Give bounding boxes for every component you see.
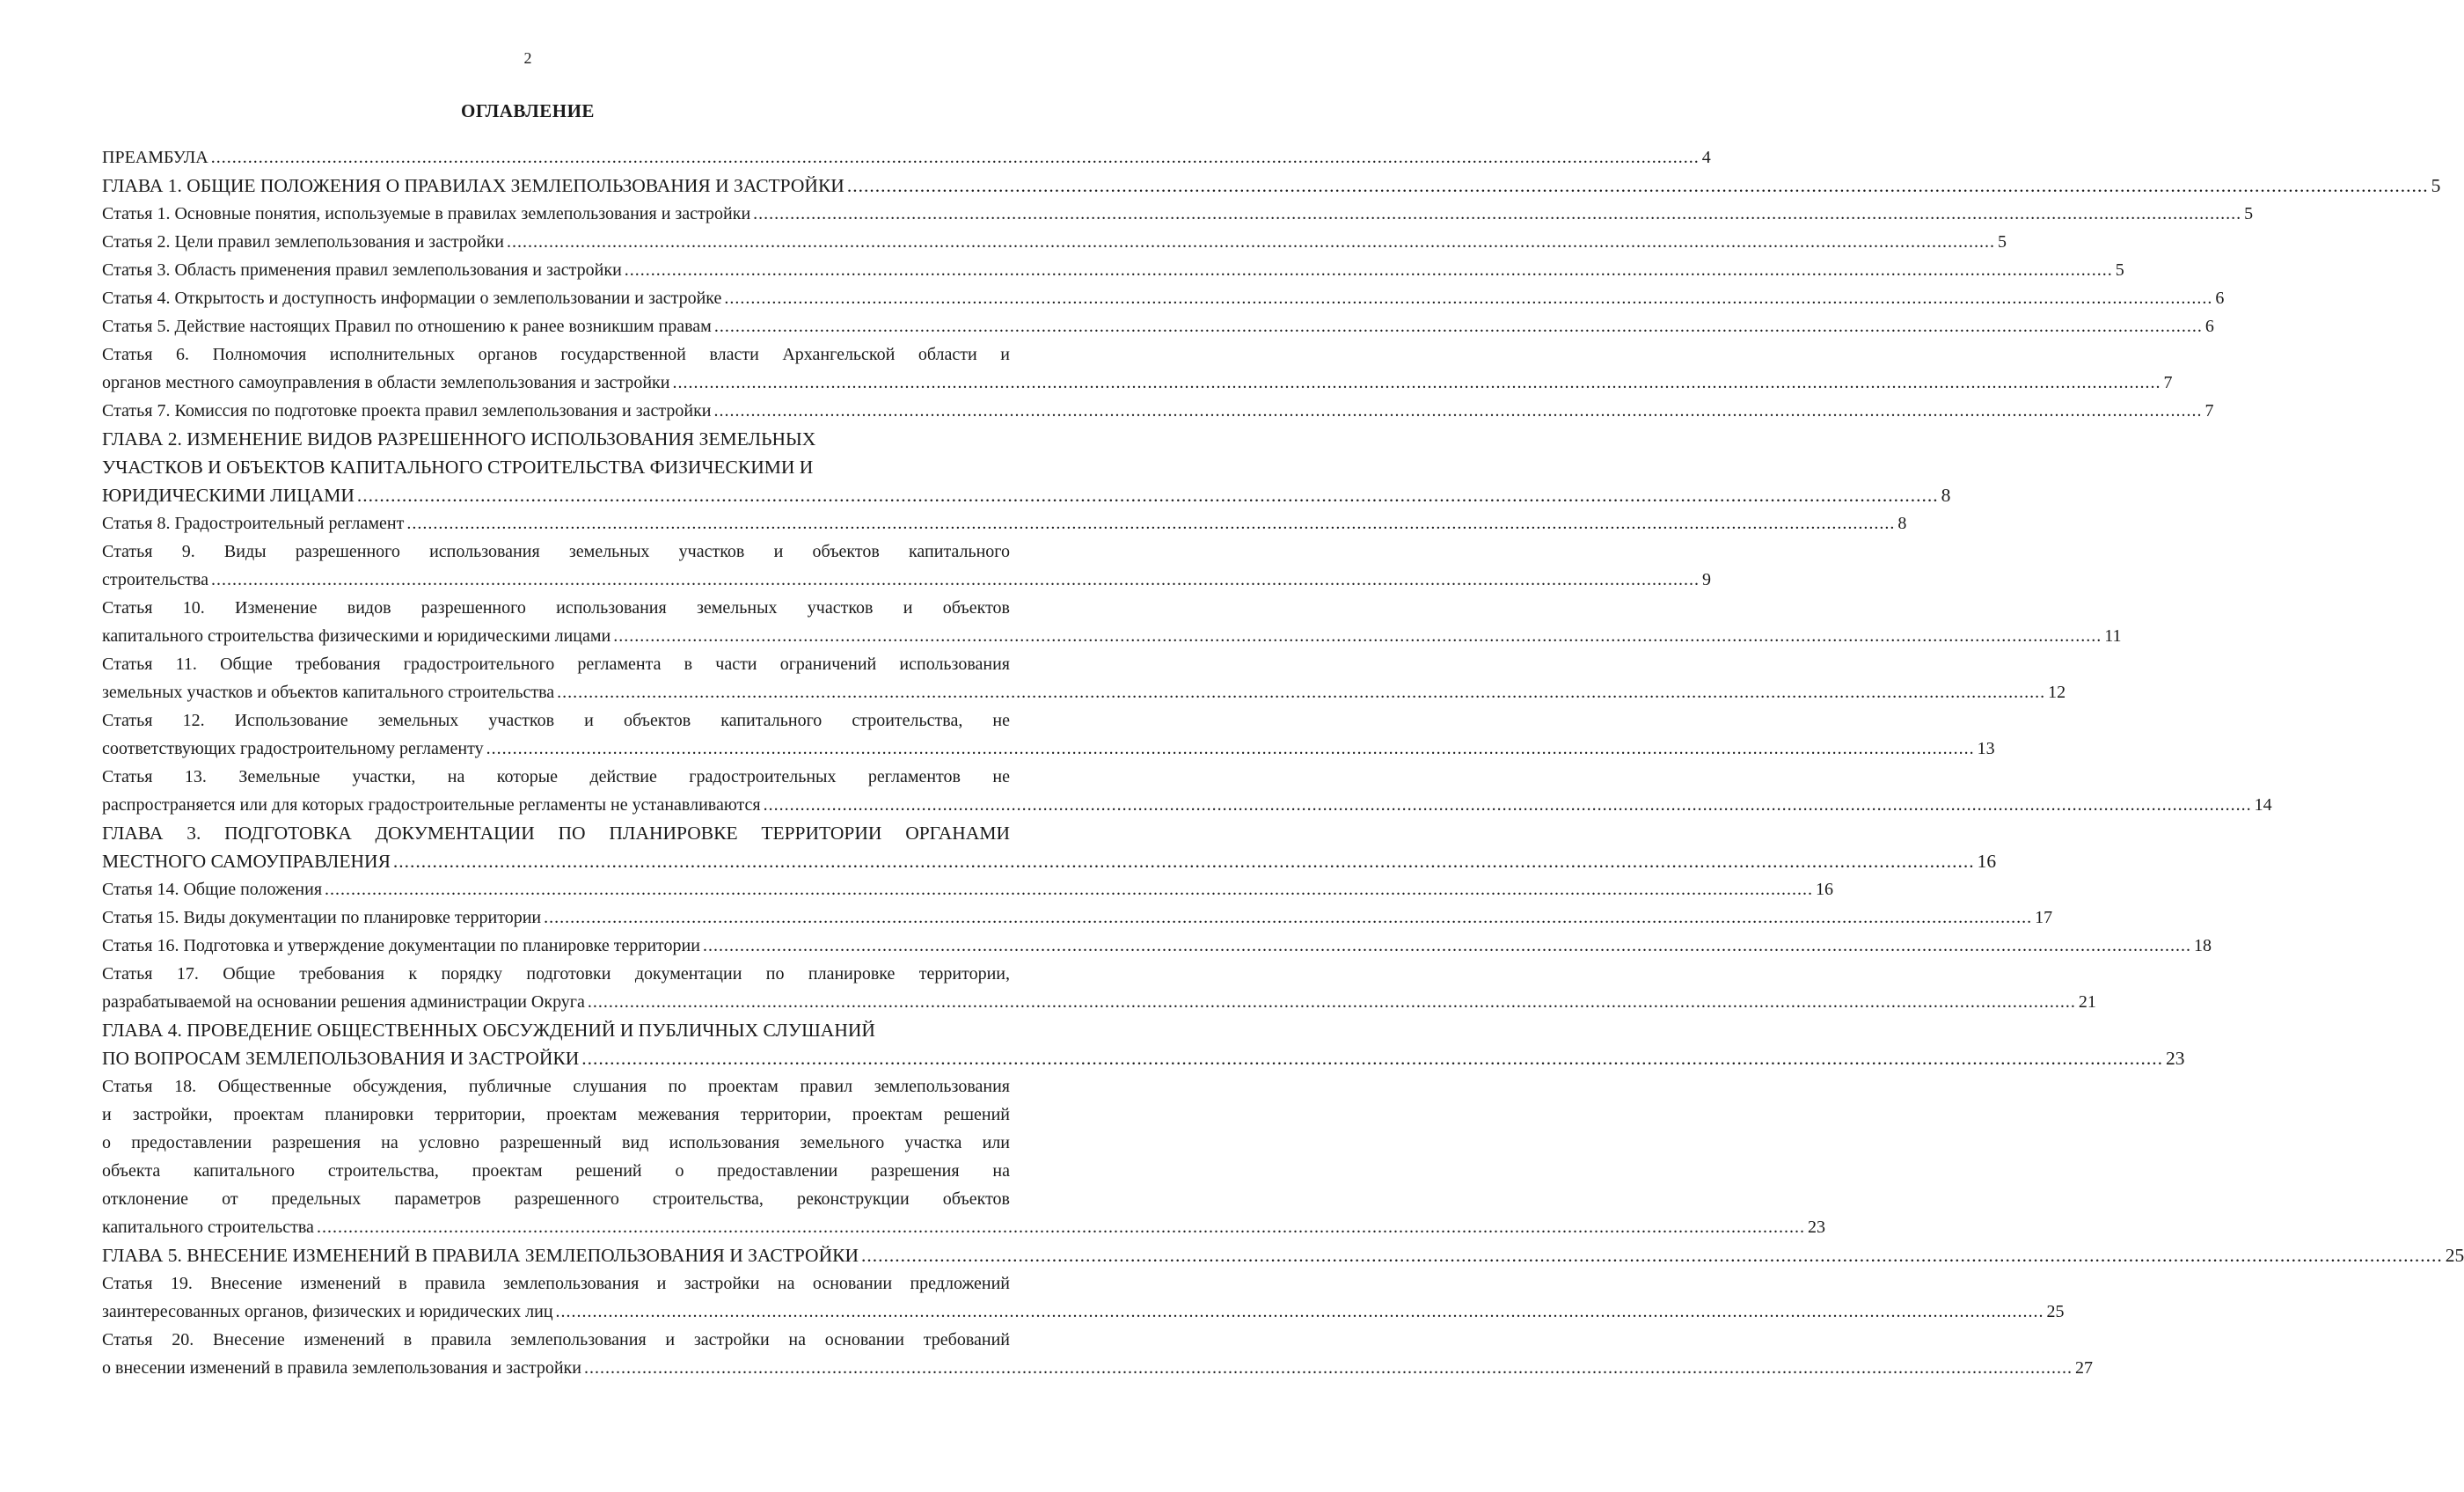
toc-page-number: 5	[2115, 260, 2124, 280]
toc-page-number: 6	[2204, 317, 2214, 336]
toc-entry-line: Статья 17. Общие требования к порядку подготовки документации по планировке территории,	[102, 964, 1010, 984]
toc-page-number: 7	[2204, 401, 2214, 421]
dot-leader	[393, 847, 1975, 875]
toc-entry-chapter[interactable]	[102, 425, 1951, 509]
dot-leader	[625, 256, 2113, 284]
toc-entry-title: Статья 16. Подготовка и утверждение документации по планировке территории	[102, 936, 700, 955]
toc-entry-article[interactable]	[102, 763, 2272, 819]
toc-entry-title: Статья 1. Основные понятия, используемые в правилах землепользования и застройки	[102, 204, 751, 223]
toc-page-number: 13	[1977, 739, 1995, 758]
toc-entry-title: органов местного самоуправления в области землепользования и застройки	[102, 373, 670, 392]
toc-entry-article[interactable]	[102, 1072, 1825, 1241]
toc-entry-title: распространяется или для которых градостроительные регламенты не устанавливаются	[102, 795, 761, 815]
toc-entry-chapter[interactable]	[102, 819, 1997, 875]
toc-entry-title: ЮРИДИЧЕСКИМИ ЛИЦАМИ	[102, 485, 355, 506]
toc-entry-article[interactable]	[102, 594, 2122, 650]
toc-entry-article[interactable]	[102, 1326, 2093, 1382]
dot-leader	[753, 200, 2241, 228]
toc-page-number: 25	[2445, 1245, 2464, 1266]
page-number: 2	[523, 49, 532, 67]
toc-entry-line: Статья 19. Внесение изменений в правила землепользования и застройки на основании предложений	[102, 1274, 1010, 1293]
toc-entry-line: УЧАСТКОВ И ОБЪЕКТОВ КАПИТАЛЬНОГО СТРОИТЕЛЬСТВА ФИЗИЧЕСКИМИ И	[102, 457, 814, 478]
dot-leader	[764, 791, 2252, 819]
toc-entry-title: Статья 2. Цели правил землепользования и застройки	[102, 232, 504, 252]
toc-title: ОГЛАВЛЕНИЕ	[461, 100, 595, 121]
toc-page-number: 8	[1897, 514, 1907, 533]
toc-page-number: 5	[1997, 232, 2007, 252]
toc-entry-title: ГЛАВА 1. ОБЩИЕ ПОЛОЖЕНИЯ О ПРАВИЛАХ ЗЕМЛЕПОЛЬЗОВАНИЯ И ЗАСТРОЙКИ	[102, 175, 844, 196]
toc-entry-article[interactable]	[102, 875, 1834, 903]
toc-entry-article[interactable]	[102, 284, 2225, 312]
toc-page-number: 16	[1816, 880, 1834, 899]
toc-page-number: 25	[2046, 1302, 2065, 1321]
toc-entry-section[interactable]	[102, 143, 1711, 172]
toc-entry-line: Статья 10. Изменение видов разрешенного использования земельных участков и объектов	[102, 598, 1010, 618]
toc-entry-title: о внесении изменений в правила землепользования и застройки	[102, 1358, 581, 1378]
dot-leader	[486, 735, 1975, 763]
toc-entry-line: ГЛАВА 3. ПОДГОТОВКА ДОКУМЕНТАЦИИ ПО ПЛАНИРОВКЕ ТЕРРИТОРИИ ОРГАНАМИ	[102, 823, 1010, 844]
toc-entry-line: Статья 9. Виды разрешенного использования земельных участков и объектов капитального	[102, 542, 1010, 561]
toc-page-number: 5	[2431, 175, 2441, 196]
toc-entry-title: Статья 15. Виды документации по планировке территории	[102, 908, 542, 927]
table-of-contents	[102, 143, 2464, 1382]
toc-entry-title: заинтересованных органов, физических и юридических лиц	[102, 1302, 553, 1321]
dot-leader	[703, 932, 2191, 960]
toc-entry-article[interactable]	[102, 312, 2214, 340]
toc-entry-chapter[interactable]	[102, 172, 2441, 200]
dot-leader	[581, 1044, 2163, 1072]
toc-entry-title: Статья 4. Открытость и доступность информации о землепользовании и застройке	[102, 289, 722, 308]
toc-entry-article[interactable]	[102, 228, 2007, 256]
toc-entry-article[interactable]	[102, 397, 2214, 425]
toc-page-number: 14	[2254, 795, 2272, 815]
toc-page-number: 9	[1701, 570, 1711, 589]
dot-leader	[714, 312, 2203, 340]
toc-page-number: 11	[2104, 626, 2122, 646]
toc-entry-title: Статья 7. Комиссия по подготовке проекта правил землепользования и застройки	[102, 401, 712, 421]
toc-entry-line: Статья 6. Полномочия исполнительных органов государственной власти Архангельской области и	[102, 345, 1010, 364]
dot-leader	[544, 903, 2032, 932]
dot-leader	[714, 397, 2203, 425]
dot-leader	[557, 678, 2045, 706]
dot-leader	[317, 1213, 1805, 1241]
toc-entry-title: Статья 14. Общие положения	[102, 880, 323, 899]
toc-entry-line: Статья 18. Общественные обсуждения, публичные слушания по проектам правил землепользования	[102, 1077, 1010, 1096]
dot-leader	[211, 143, 1700, 172]
dot-leader	[325, 875, 1813, 903]
dot-leader	[507, 228, 1995, 256]
toc-entry-chapter[interactable]	[102, 1016, 2185, 1072]
toc-entry-title: Статья 3. Область применения правил землепользования и застройки	[102, 260, 622, 280]
toc-entry-title: Статья 8. Градостроительный регламент	[102, 514, 405, 533]
dot-leader	[588, 988, 2076, 1016]
dot-leader	[847, 172, 2429, 200]
toc-entry-article[interactable]	[102, 200, 2254, 228]
dot-leader	[672, 369, 2161, 397]
toc-page-number: 5	[2244, 204, 2254, 223]
toc-page-number: 8	[1941, 485, 1951, 506]
toc-entry-line: Статья 13. Земельные участки, на которые действие градостроительных регламентов не	[102, 767, 1010, 786]
dot-leader	[584, 1354, 2073, 1382]
toc-entry-title: ПРЕАМБУЛА	[102, 148, 208, 167]
toc-page-number: 17	[2035, 908, 2053, 927]
toc-page-number: 7	[2163, 373, 2173, 392]
dot-leader	[556, 1298, 2044, 1326]
toc-entry-article[interactable]	[102, 706, 1995, 763]
dot-leader	[406, 509, 1895, 538]
dot-leader	[724, 284, 2212, 312]
toc-entry-title: ПО ВОПРОСАМ ЗЕМЛЕПОЛЬЗОВАНИЯ И ЗАСТРОЙКИ	[102, 1048, 580, 1069]
toc-entry-line: Статья 11. Общие требования градостроительного регламента в части ограничений использования	[102, 655, 1010, 674]
toc-entry-article[interactable]	[102, 538, 1711, 594]
toc-page-number: 27	[2074, 1358, 2093, 1378]
toc-entry-chapter[interactable]	[102, 1241, 2464, 1269]
toc-entry-article[interactable]	[102, 509, 1907, 538]
toc-page-number: 6	[2215, 289, 2225, 308]
toc-entry-line: Статья 20. Внесение изменений в правила землепользования и застройки на основании требований	[102, 1330, 1010, 1349]
toc-entry-title: МЕСТНОГО САМОУПРАВЛЕНИЯ	[102, 851, 391, 872]
toc-page-number: 18	[2193, 936, 2212, 955]
toc-entry-title: земельных участков и объектов капитального строительства	[102, 683, 555, 702]
toc-entry-article[interactable]	[102, 1269, 2065, 1326]
dot-leader	[357, 481, 1939, 509]
dot-leader	[211, 566, 1700, 594]
toc-page-number: 4	[1701, 148, 1711, 167]
toc-page-number: 23	[2166, 1048, 2185, 1069]
toc-page-number: 16	[1977, 851, 1997, 872]
toc-entry-line: Статья 12. Использование земельных участков и объектов капитального строительства, не	[102, 711, 1010, 730]
toc-entry-title: строительства	[102, 570, 208, 589]
toc-entry-line: о предоставлении разрешения на условно разрешенный вид использования земельного участка или	[102, 1133, 1010, 1152]
toc-entry-title: капитального строительства физическими и юридическими лицами	[102, 626, 611, 646]
toc-page-number: 21	[2078, 992, 2096, 1012]
toc-entry-article[interactable]	[102, 650, 2066, 706]
toc-entry-line: отклонение от предельных параметров разрешенного строительства, реконструкции объектов	[102, 1189, 1010, 1209]
toc-entry-line: ГЛАВА 2. ИЗМЕНЕНИЕ ВИДОВ РАЗРЕШЕННОГО ИСПОЛЬЗОВАНИЯ ЗЕМЕЛЬНЫХ	[102, 428, 816, 450]
toc-entry-article[interactable]	[102, 256, 2124, 284]
dot-leader	[613, 622, 2102, 650]
toc-entry-line: и застройки, проектам планировки территории, проектам межевания территории, проектам решений	[102, 1105, 1010, 1124]
toc-entry-article[interactable]	[102, 960, 2096, 1016]
toc-entry-title: соответствующих градостроительному регламенту	[102, 739, 484, 758]
toc-entry-title: Статья 5. Действие настоящих Правил по отношению к ранее возникшим правам	[102, 317, 712, 336]
toc-page-number: 12	[2048, 683, 2066, 702]
toc-entry-line: ГЛАВА 4. ПРОВЕДЕНИЕ ОБЩЕСТВЕННЫХ ОБСУЖДЕНИЙ И ПУБЛИЧНЫХ СЛУШАНИЙ	[102, 1020, 875, 1041]
toc-page-number: 23	[1807, 1218, 1825, 1237]
toc-entry-title: ГЛАВА 5. ВНЕСЕНИЕ ИЗМЕНЕНИЙ В ПРАВИЛА ЗЕМЛЕПОЛЬЗОВАНИЯ И ЗАСТРОЙКИ	[102, 1245, 859, 1266]
toc-entry-article[interactable]	[102, 903, 2053, 932]
dot-leader	[861, 1241, 2443, 1269]
toc-entry-line: объекта капитального строительства, проектам решений о предоставлении разрешения на	[102, 1161, 1010, 1181]
toc-entry-article[interactable]	[102, 340, 2173, 397]
toc-entry-title: разрабатываемой на основании решения администрации Округа	[102, 992, 585, 1012]
toc-entry-title: капитального строительства	[102, 1218, 314, 1237]
toc-entry-article[interactable]	[102, 932, 2212, 960]
